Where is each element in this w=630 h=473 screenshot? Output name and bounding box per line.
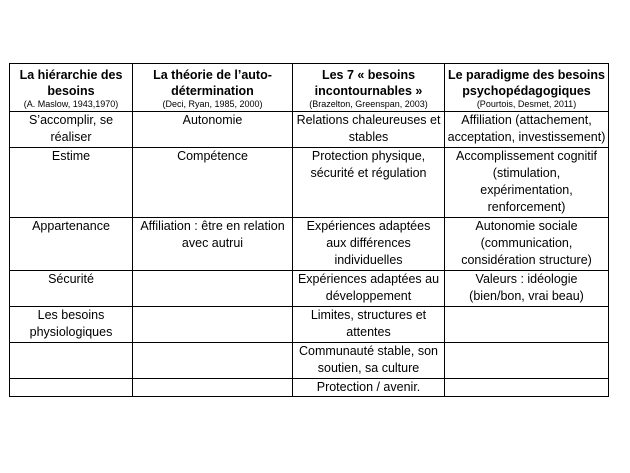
table-cell <box>10 343 133 379</box>
table-cell: Affiliation (attachement, acceptation, investissement) <box>445 112 609 148</box>
table-cell: Compétence <box>133 148 293 218</box>
table-cell: Protection physique, sécurité et régulation <box>293 148 445 218</box>
table-cell <box>133 271 293 307</box>
header-citation: (Deci, Ryan, 1985, 2000) <box>162 99 263 109</box>
table-cell: Valeurs : idéologie (bien/bon, vrai beau) <box>445 271 609 307</box>
header-row <box>10 64 609 112</box>
table-row <box>10 343 609 379</box>
header-cell-self-determination <box>133 64 293 112</box>
table-cell: Expériences adaptées au développement <box>293 271 445 307</box>
table-cell: Relations chaleureuses et stables <box>293 112 445 148</box>
header-citation: (Pourtois, Desmet, 2011) <box>476 99 577 109</box>
table-cell <box>133 343 293 379</box>
header-cell-maslow <box>10 64 133 112</box>
header-title: La théorie de l’auto-détermination <box>153 68 272 98</box>
table-cell <box>10 379 133 397</box>
table-cell: Protection / avenir. <box>293 379 445 397</box>
table-cell: Sécurité <box>10 271 133 307</box>
table-cell <box>445 307 609 343</box>
table-cell <box>445 343 609 379</box>
table-cell: Estime <box>10 148 133 218</box>
table-cell: S’accomplir, se réaliser <box>10 112 133 148</box>
table-row <box>10 271 609 307</box>
table-cell: Expériences adaptées aux différences individuelles <box>293 218 445 271</box>
table-row <box>10 307 609 343</box>
header-cell-psychopedagogical <box>445 64 609 112</box>
table-cell: Limites, structures et attentes <box>293 307 445 343</box>
needs-comparison-table <box>9 63 609 397</box>
table-cell: Autonomie <box>133 112 293 148</box>
table-cell <box>445 379 609 397</box>
table-row <box>10 148 609 218</box>
table-cell <box>133 307 293 343</box>
table-row <box>10 379 609 397</box>
table-cell: Appartenance <box>10 218 133 271</box>
header-title: Les 7 « besoins incontournables » <box>314 68 423 98</box>
table-cell: Les besoins physiologiques <box>10 307 133 343</box>
table-cell: Accomplissement cognitif (stimulation, expérimentation, renforcement) <box>445 148 609 218</box>
header-citation: (A. Maslow, 1943,1970) <box>23 99 119 109</box>
header-title: Le paradigme des besoins psychopédagogiques <box>448 68 605 98</box>
header-title: La hiérarchie des besoins <box>19 68 123 98</box>
header-cell-seven-needs <box>293 64 445 112</box>
table-cell <box>133 379 293 397</box>
table-row <box>10 218 609 271</box>
table-row <box>10 112 609 148</box>
table-cell: Communauté stable, son soutien, sa culture <box>293 343 445 379</box>
table-cell: Affiliation : être en relation avec autrui <box>133 218 293 271</box>
header-citation: (Brazelton, Greenspan, 2003) <box>309 99 428 109</box>
table-cell: Autonomie sociale (communication, considération structure) <box>445 218 609 271</box>
